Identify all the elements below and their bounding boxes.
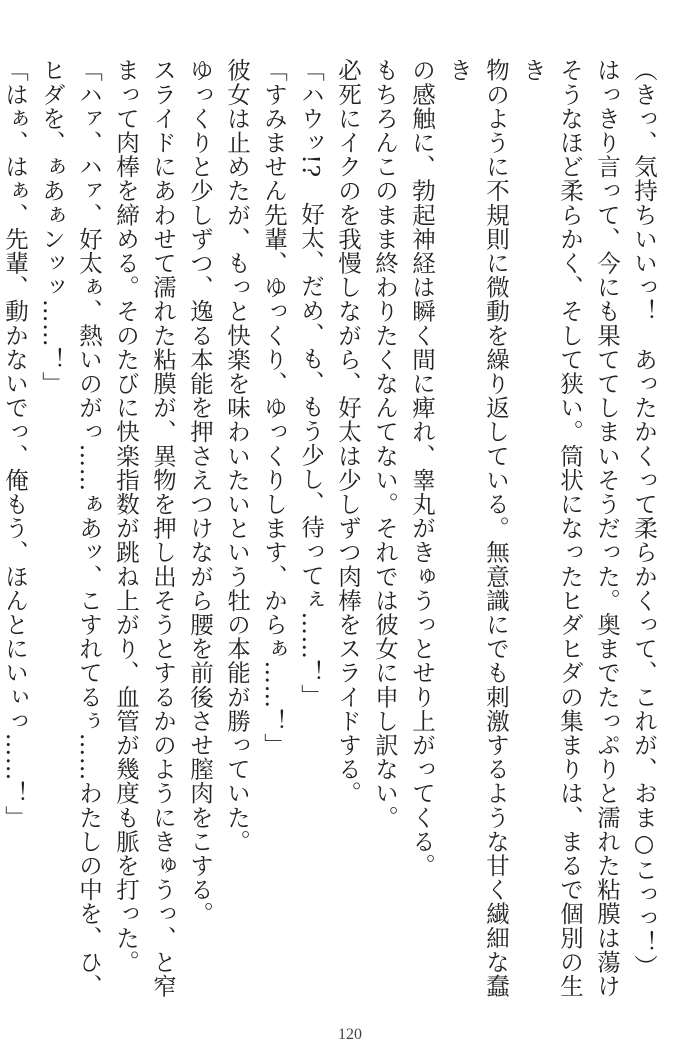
text-line: まって肉棒を締める。そのたびに快楽指数が跳ね上がり、血管が幾度も脈を打った。 — [112, 58, 140, 974]
page-number: 120 — [338, 1026, 362, 1043]
text-line: もちろんこのまま終わりたくなんてない。それでは彼女に申し訳ない。 — [371, 58, 399, 830]
text-line: ゆっくりと少しずつ、逸る本能を押さえつけながら腰を前後させ膣肉をこする。 — [186, 58, 214, 926]
text-line: そうなほど柔らかく、そして狭い。筒状になったヒダヒダの集まりは、まるで個別の生き — [519, 58, 584, 998]
text-line: 必死にイクのを我慢しながら、好太は少しずつ肉棒をスライドする。 — [334, 58, 362, 806]
text-line: （きっ、気持ちいいっ！ あったかくって柔らかくって、これが、おま○こっっ！） — [630, 58, 658, 979]
text-line: 彼女は止めたが、もっと快楽を味わいたいという牡の本能が勝っていた。 — [223, 58, 251, 854]
text-line: ヒダを、ぁあぁンッッ……！」 — [38, 58, 66, 396]
text-line: 「はぁ、はぁ、先輩、動かないでっ、俺もう、ほんとにいぃっ……！」 — [1, 58, 29, 830]
text-line: 「ハウッ!? 好太、だめ、も、もう少し、待ってぇ……！」 — [297, 58, 325, 708]
text-line: 物のように不規則に微動を繰り返している。無意識にでも刺激するような甘く繊細な蠢き — [445, 58, 510, 998]
text-line: 「すみません先輩、ゆっくり、ゆっくりします、からぁ……！」 — [260, 58, 288, 757]
text-line: の感触に、勃起神経は瞬く間に痺れ、睾丸がきゅうっとせり上がってくる。 — [408, 58, 436, 878]
text-line: はっきり言って、今にも果ててしまいそうだった。奥までたっぷりと濡れた粘膜は蕩け — [593, 58, 621, 998]
text-line: スライドにあわせて濡れた粘膜が、異物を押し出そうとするかのようにきゅうっ、と窄 — [149, 58, 177, 998]
body-text — [1, 58, 662, 1003]
text-line: 「ハァ、ハァ、好太ぁ、熱いのがっ……ぁあッ、こすれてるぅ……わたしの中を、ひ、 — [75, 58, 103, 998]
